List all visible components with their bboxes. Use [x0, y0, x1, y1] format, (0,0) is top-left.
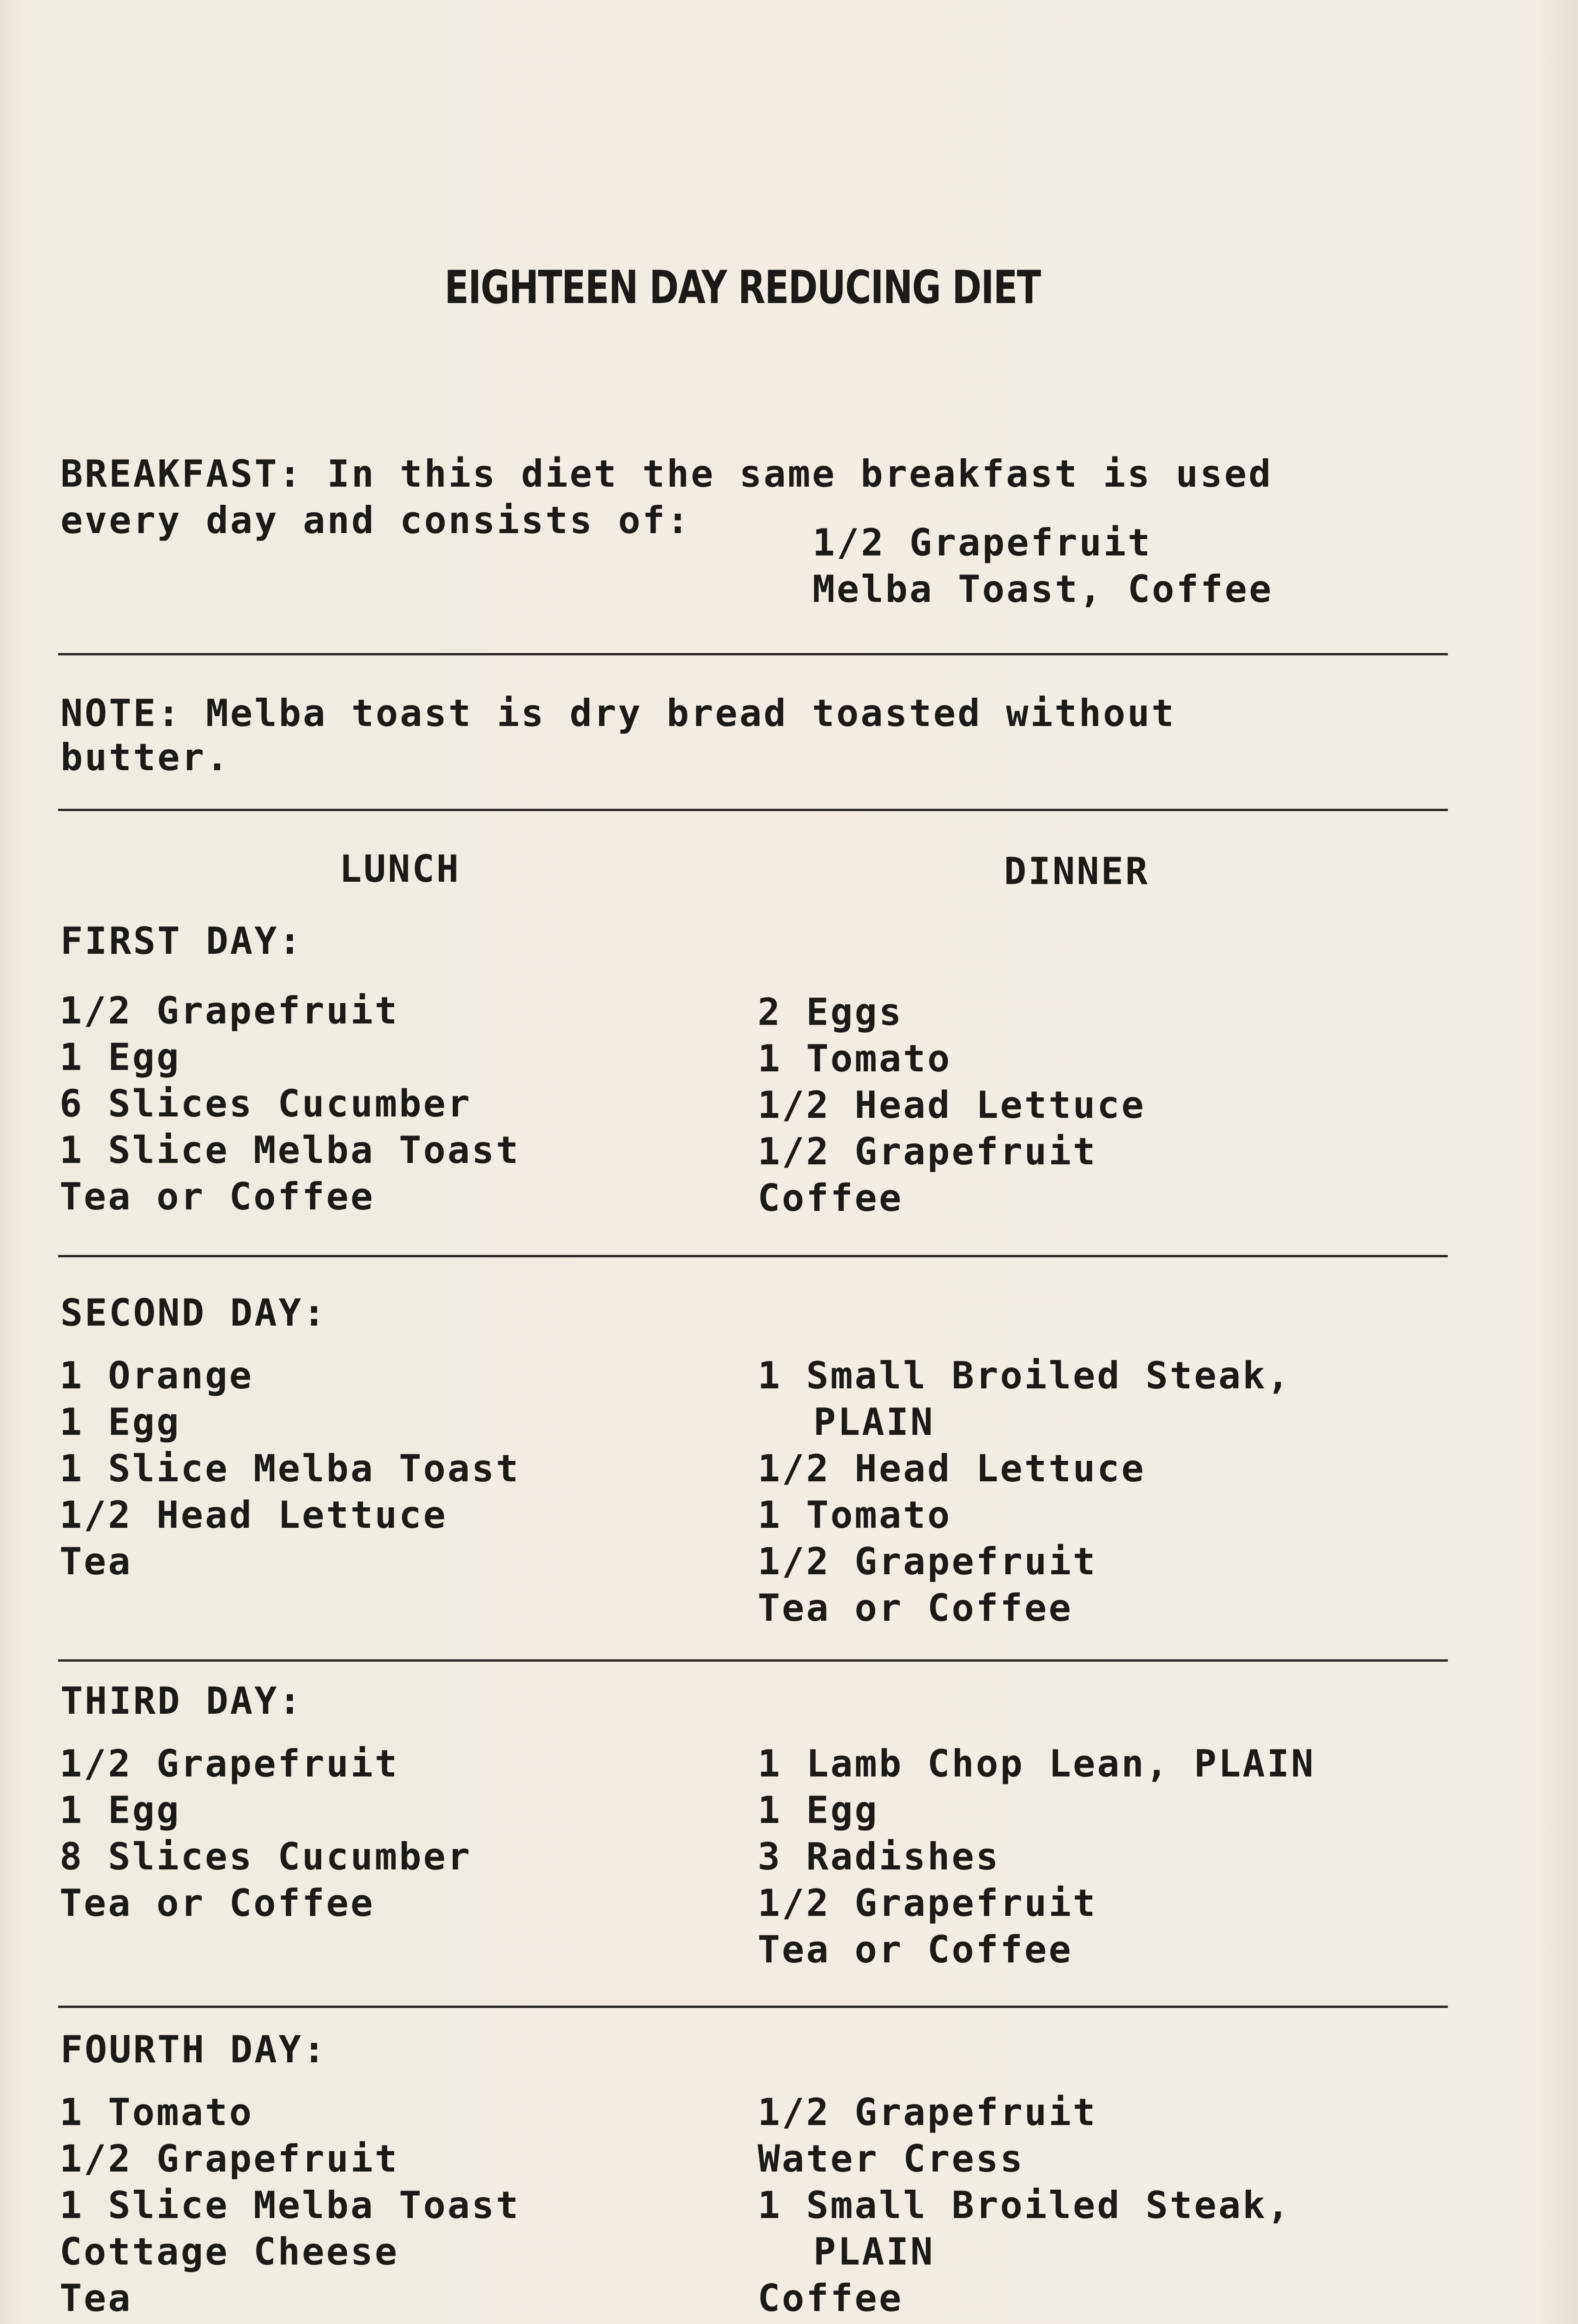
dinner-item: Tea or Coffee	[758, 1586, 1073, 1630]
day-label: FIRST DAY:	[60, 919, 303, 963]
lunch-item: 1/2 Head Lettuce	[59, 1493, 448, 1537]
dinner-item: 1/2 Head Lettuce	[758, 1447, 1146, 1490]
breakfast-line-2: every day and consists of:	[60, 499, 691, 542]
day-label: SECOND DAY:	[60, 1291, 327, 1334]
lunch-item: 1 Egg	[59, 1400, 181, 1444]
dinner-item: 1/2 Grapefruit	[758, 1130, 1097, 1173]
dinner-item: 1 Small Broiled Steak,	[758, 2184, 1291, 2227]
day-label: THIRD DAY:	[60, 1679, 303, 1723]
breakfast-item: 1/2 Grapefruit	[812, 521, 1152, 564]
note-line-1: NOTE: Melba toast is dry bread toasted without	[60, 692, 1176, 735]
dinner-item: 2 Eggs	[758, 990, 903, 1034]
dinner-item: 1 Egg	[758, 1789, 879, 1832]
dinner-item: 1/2 Head Lettuce	[758, 1083, 1146, 1127]
dinner-item: Coffee	[758, 2277, 903, 2320]
note-line-2: butter.	[60, 736, 231, 779]
dinner-item: 1/2 Grapefruit	[758, 1540, 1097, 1583]
lunch-column-header: LUNCH	[339, 847, 461, 891]
dinner-item: 1 Lamb Chop Lean, PLAIN	[758, 1742, 1315, 1785]
lunch-item: Cottage Cheese	[59, 2230, 399, 2273]
divider	[58, 1659, 1448, 1662]
lunch-item: Tea	[59, 1540, 132, 1583]
breakfast-line-1: BREAKFAST: In this diet the same breakfast is used	[60, 452, 1273, 495]
dinner-item: Tea or Coffee	[758, 1928, 1073, 1971]
day-label: FOURTH DAY:	[60, 2028, 327, 2071]
lunch-item: 1/2 Grapefruit	[59, 1742, 399, 1785]
lunch-item: 6 Slices Cucumber	[59, 1082, 472, 1125]
lunch-item: Tea or Coffee	[59, 1175, 375, 1218]
lunch-item: 1 Slice Melba Toast	[59, 2184, 521, 2227]
dinner-item: Coffee	[758, 1176, 903, 1220]
breakfast-item: Melba Toast, Coffee	[812, 568, 1274, 611]
dinner-item: 1 Small Broiled Steak,	[758, 1354, 1291, 1397]
page-title: EIGHTEEN DAY REDUCING DIET	[444, 261, 1041, 314]
dinner-item: 1/2 Grapefruit	[758, 1882, 1097, 1925]
divider	[58, 2006, 1448, 2008]
divider	[58, 653, 1448, 655]
lunch-item: Tea	[59, 2277, 132, 2320]
dinner-column-header: DINNER	[1004, 850, 1149, 893]
dinner-item: PLAIN	[813, 2230, 935, 2273]
dinner-item: 3 Radishes	[758, 1835, 1000, 1878]
lunch-item: 1/2 Grapefruit	[59, 989, 399, 1032]
lunch-item: 1/2 Grapefruit	[59, 2137, 399, 2180]
dinner-item: 1 Tomato	[758, 1493, 952, 1537]
lunch-item: 1 Orange	[59, 1354, 254, 1397]
divider	[58, 809, 1448, 811]
lunch-item: 1 Egg	[59, 1036, 181, 1079]
lunch-item: 1 Tomato	[59, 2091, 254, 2134]
lunch-item: Tea or Coffee	[59, 1882, 375, 1925]
dinner-item: PLAIN	[813, 1400, 935, 1444]
dinner-item: 1/2 Grapefruit	[758, 2091, 1097, 2134]
dinner-item: 1 Tomato	[758, 1037, 952, 1080]
divider	[58, 1255, 1448, 1257]
lunch-item: 1 Egg	[59, 1789, 181, 1832]
lunch-item: 1 Slice Melba Toast	[59, 1447, 521, 1490]
lunch-item: 8 Slices Cucumber	[59, 1835, 472, 1878]
dinner-item: Water Cress	[758, 2137, 1024, 2180]
lunch-item: 1 Slice Melba Toast	[59, 1129, 521, 1172]
